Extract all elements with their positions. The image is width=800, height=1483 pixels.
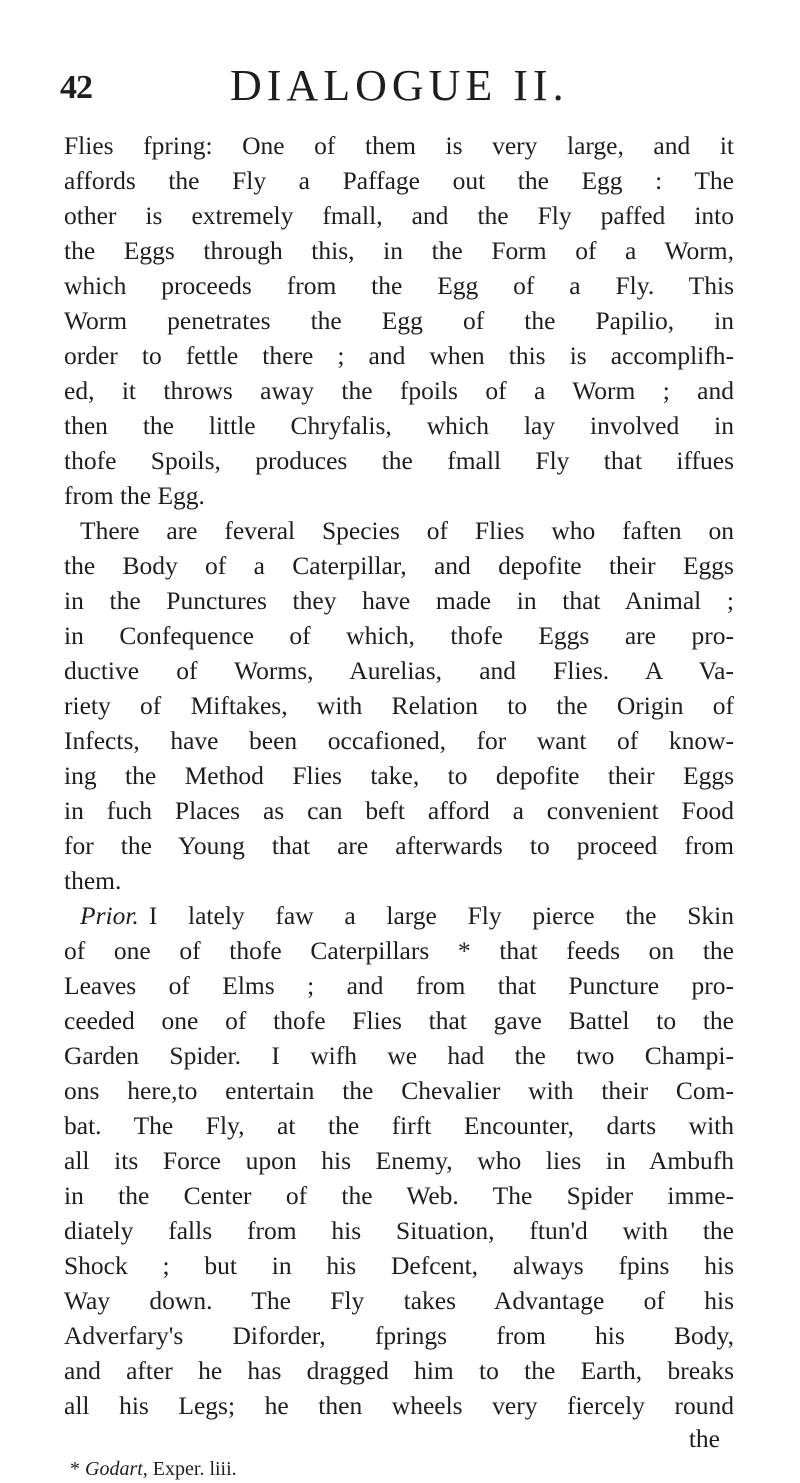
text-line: all his Legs; he then wheels very fiercely round <box>64 1391 734 1420</box>
text-line: for the Young that are afterwards to proceed from <box>64 831 734 860</box>
body-text <box>64 128 734 1483</box>
text-line: which proceeds from the Egg of a Fly. This <box>64 271 734 300</box>
text-line: and after he has dragged him to the Earth, breaks <box>64 1356 734 1385</box>
footnote-author: Godart, <box>85 1458 148 1480</box>
text-line: ons here,to entertain the Chevalier with their Com- <box>64 1076 734 1105</box>
text-line: ed, it throws away the fpoils of a Worm ; and <box>64 376 734 405</box>
text-line: in Confequence of which, thofe Eggs are pro- <box>64 621 734 650</box>
text-line: then the little Chryfalis, which lay involved in <box>64 411 734 440</box>
text-line: thofe Spoils, produces the fmall Fly that iffues <box>64 446 734 475</box>
text-line: ceeded one of thofe Flies that gave Battel to the <box>64 1006 734 1035</box>
text-line: order to fettle there ; and when this is accomplifh- <box>64 341 734 370</box>
page-header <box>60 58 760 118</box>
text-line: diately falls from his Situation, ftun'd with the <box>64 1216 734 1245</box>
text-line: There are feveral Species of Flies who faften on <box>80 516 734 545</box>
text-line: in the Center of the Web. The Spider imme- <box>64 1181 734 1210</box>
text-line: riety of Miftakes, with Relation to the Origin of <box>64 691 734 720</box>
footnote-reference: Exper. liii. <box>152 1458 237 1480</box>
text-line: the Body of a Caterpillar, and depofite their Eggs <box>64 551 734 580</box>
text-line: Way down. The Fly takes Advantage of his <box>64 1286 734 1315</box>
speaker-line <box>64 898 734 933</box>
text-line: I lately faw a large Fly pierce the Skin <box>148 901 734 930</box>
speaker-name: Prior. <box>80 901 139 930</box>
text-line: of one of thofe Caterpillars * that feeds on the <box>64 936 734 965</box>
text-line: all its Force upon his Enemy, who lies in Ambufh <box>64 1146 734 1175</box>
page-number: 42 <box>60 69 92 106</box>
text-line: Garden Spider. I wifh we had the two Champi- <box>64 1041 734 1070</box>
text-line: Flies fpring: One of them is very large, and it <box>64 131 734 160</box>
catchword: the <box>688 1424 720 1453</box>
text-line: ductive of Worms, Aurelias, and Flies. A Va- <box>64 656 734 685</box>
footnote-mark: * <box>70 1458 80 1480</box>
text-line: Worm penetrates the Egg of the Papilio, in <box>64 306 734 335</box>
text-line: ing the Method Flies take, to depofite their Eggs <box>64 761 734 790</box>
text-line: affords the Fly a Paffage out the Egg : The <box>64 166 734 195</box>
text-line: them. <box>64 866 122 895</box>
text-line: in the Punctures they have made in that Animal ; <box>64 586 734 615</box>
running-head: DIALOGUE II. <box>230 61 569 110</box>
text-line: Leaves of Elms ; and from that Puncture pro- <box>64 971 734 1000</box>
text-line: other is extremely fmall, and the Fly paffed into <box>64 201 734 230</box>
text-line: in fuch Places as can beft afford a convenient Food <box>64 796 734 825</box>
text-line: the Eggs through this, in the Form of a Worm, <box>64 236 734 265</box>
text-line: bat. The Fly, at the firft Encounter, darts with <box>64 1111 734 1140</box>
footnote <box>64 1455 734 1483</box>
text-line: Shock ; but in his Defcent, always fpins his <box>64 1251 734 1280</box>
text-line: Infects, have been occafioned, for want of know- <box>64 726 734 755</box>
text-line: Adverfary's Diforder, fprings from his Body, <box>64 1321 734 1350</box>
text-line: from the Egg. <box>64 481 205 510</box>
